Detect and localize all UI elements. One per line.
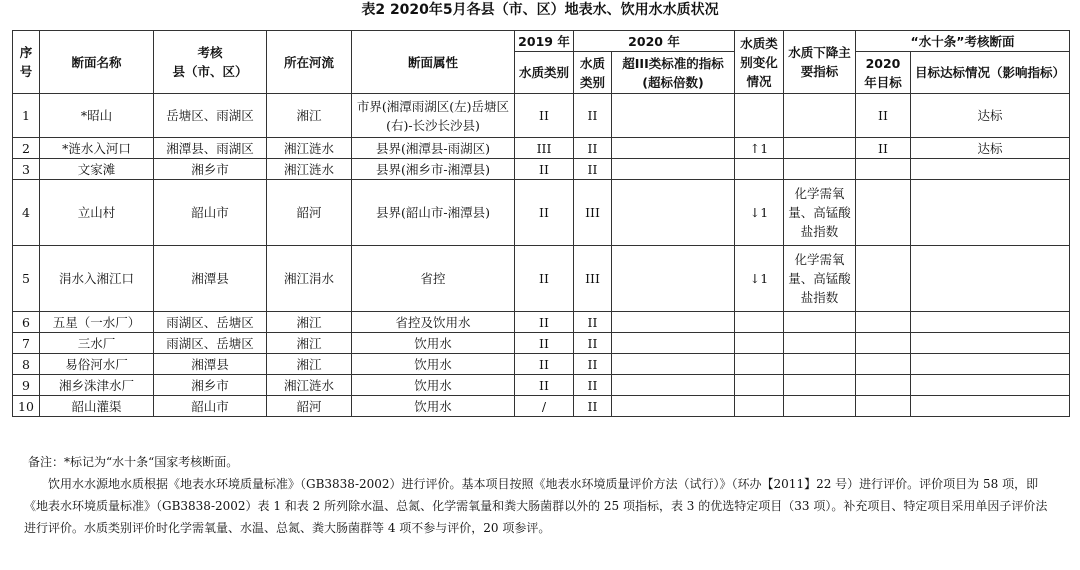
cell-change — [735, 396, 784, 417]
table-row — [13, 396, 1070, 417]
cell-status — [911, 333, 1070, 354]
cell-class-2019: II — [515, 246, 574, 312]
cell-river: 湘江 — [267, 312, 352, 333]
cell-exceed — [612, 180, 735, 246]
cell-change — [735, 354, 784, 375]
water-quality-table — [12, 30, 1070, 417]
cell-status: 达标 — [911, 94, 1070, 138]
cell-no: 5 — [13, 246, 40, 312]
cell-target: II — [856, 138, 911, 159]
cell-decline: 化学需氧量、高锰酸盐指数 — [784, 180, 856, 246]
cell-county: 雨湖区、岳塘区 — [154, 333, 267, 354]
table-row — [13, 180, 1070, 246]
cell-river: 湘江 — [267, 333, 352, 354]
cell-class-2020: II — [574, 138, 612, 159]
cell-change — [735, 159, 784, 180]
cell-status — [911, 396, 1070, 417]
cell-county: 湘潭县 — [154, 354, 267, 375]
header-river: 所在河流 — [267, 31, 352, 94]
note-asterisk: 备注：*标记为“水十条“国家考核断面。 — [28, 455, 239, 469]
cell-no: 1 — [13, 94, 40, 138]
cell-name: 韶山灌渠 — [40, 396, 154, 417]
cell-exceed — [612, 312, 735, 333]
header-change: 水质类别变化情况 — [735, 31, 784, 94]
cell-exceed — [612, 246, 735, 312]
cell-name: 涓水入湘江口 — [40, 246, 154, 312]
table-notes — [24, 451, 1054, 539]
cell-attr: 饮用水 — [352, 333, 515, 354]
header-county: 考核 县（市、区） — [154, 31, 267, 94]
cell-class-2019: II — [515, 180, 574, 246]
cell-attr: 县界(湘乡市-湘潭县) — [352, 159, 515, 180]
table-row — [13, 246, 1070, 312]
header-ten-measures: “水十条”考核断面 — [856, 31, 1070, 52]
cell-name: 立山村 — [40, 180, 154, 246]
cell-no: 4 — [13, 180, 40, 246]
cell-county: 湘潭县 — [154, 246, 267, 312]
cell-no: 10 — [13, 396, 40, 417]
table-body — [13, 94, 1070, 417]
cell-county: 湘乡市 — [154, 159, 267, 180]
cell-attr: 省控 — [352, 246, 515, 312]
cell-class-2019: II — [515, 333, 574, 354]
cell-class-2019: II — [515, 354, 574, 375]
cell-class-2020: III — [574, 246, 612, 312]
cell-river: 湘江 — [267, 94, 352, 138]
cell-target — [856, 159, 911, 180]
cell-status — [911, 159, 1070, 180]
cell-status — [911, 312, 1070, 333]
table-row — [13, 94, 1070, 138]
table-row — [13, 312, 1070, 333]
cell-exceed — [612, 354, 735, 375]
cell-change — [735, 333, 784, 354]
cell-name: 文家滩 — [40, 159, 154, 180]
cell-name: 三水厂 — [40, 333, 154, 354]
cell-name: 五星（一水厂） — [40, 312, 154, 333]
header-decline: 水质下降主要指标 — [784, 31, 856, 94]
cell-status: 达标 — [911, 138, 1070, 159]
header-name: 断面名称 — [40, 31, 154, 94]
cell-target — [856, 180, 911, 246]
cell-exceed — [612, 94, 735, 138]
header-attr: 断面属性 — [352, 31, 515, 94]
cell-class-2019: II — [515, 159, 574, 180]
header-seq: 序号 — [13, 31, 40, 94]
cell-status — [911, 375, 1070, 396]
cell-target — [856, 396, 911, 417]
cell-river: 湘江涟水 — [267, 159, 352, 180]
cell-exceed — [612, 375, 735, 396]
cell-river: 湘江涟水 — [267, 138, 352, 159]
cell-class-2020: II — [574, 333, 612, 354]
cell-county: 岳塘区、雨湖区 — [154, 94, 267, 138]
table-title: 表2 2020年5月各县（市、区）地表水、饮用水水质状况 — [361, 2, 719, 18]
cell-target — [856, 312, 911, 333]
cell-decline — [784, 333, 856, 354]
header-2020: 2020 年 — [574, 31, 735, 52]
cell-decline — [784, 94, 856, 138]
table-row — [13, 354, 1070, 375]
table-header — [13, 31, 1070, 94]
cell-class-2020: II — [574, 159, 612, 180]
header-class-2019: 水质类别 — [515, 52, 574, 94]
cell-river: 湘江 — [267, 354, 352, 375]
cell-exceed — [612, 159, 735, 180]
header-target-2020: 2020 年目标 — [856, 52, 911, 94]
cell-no: 8 — [13, 354, 40, 375]
cell-no: 3 — [13, 159, 40, 180]
cell-no: 7 — [13, 333, 40, 354]
cell-attr: 饮用水 — [352, 354, 515, 375]
cell-attr: 饮用水 — [352, 396, 515, 417]
cell-decline — [784, 396, 856, 417]
cell-change — [735, 375, 784, 396]
cell-target — [856, 333, 911, 354]
cell-decline — [784, 159, 856, 180]
cell-decline: 化学需氧量、高锰酸盐指数 — [784, 246, 856, 312]
table-row — [13, 333, 1070, 354]
cell-class-2020: II — [574, 375, 612, 396]
cell-county: 雨湖区、岳塘区 — [154, 312, 267, 333]
cell-river: 韶河 — [267, 180, 352, 246]
cell-attr: 县界(湘潭县-雨湖区) — [352, 138, 515, 159]
cell-decline — [784, 375, 856, 396]
cell-status — [911, 180, 1070, 246]
cell-target — [856, 354, 911, 375]
cell-no: 2 — [13, 138, 40, 159]
cell-class-2019: III — [515, 138, 574, 159]
cell-class-2019: II — [515, 312, 574, 333]
cell-class-2019: II — [515, 94, 574, 138]
cell-name: *涟水入河口 — [40, 138, 154, 159]
cell-county: 韶山市 — [154, 180, 267, 246]
cell-class-2019: II — [515, 375, 574, 396]
header-exceed: 超III类标准的指标(超标倍数) — [612, 52, 735, 94]
cell-change: ↓1 — [735, 246, 784, 312]
cell-change — [735, 312, 784, 333]
cell-name: 湘乡洙津水厂 — [40, 375, 154, 396]
note-methodology: 饮用水水源地水质根据《地表水环境质量标准》（GB3838-2002）进行评价。基本项目按照《地表水环境质量评价方法（试行）》（环办【2011】22 号）进行评价。评价项目为 58 项，即《地表水环境质量标准》（GB3838-2002）表 1 和表 2 所列除水温、总氮、化学需氧量和粪大肠菌群以外的 25 项指标，表 3 的优选特定项目（33 项）。补充项目、特定项目采用单因子评价法进行评价。水质类别评价时化学需氧量、水温、总氮、粪大肠菌群等 4 项不参与评价，20 项参评。 — [24, 477, 1048, 535]
cell-class-2020: II — [574, 94, 612, 138]
cell-target: II — [856, 94, 911, 138]
cell-attr: 省控及饮用水 — [352, 312, 515, 333]
cell-decline — [784, 312, 856, 333]
cell-county: 湘乡市 — [154, 375, 267, 396]
header-2019: 2019 年 — [515, 31, 574, 52]
header-class-2020: 水质类别 — [574, 52, 612, 94]
table-row — [13, 375, 1070, 396]
header-status: 目标达标情况（影响指标） — [911, 52, 1070, 94]
cell-exceed — [612, 396, 735, 417]
cell-river: 韶河 — [267, 396, 352, 417]
cell-class-2019: / — [515, 396, 574, 417]
cell-name: *昭山 — [40, 94, 154, 138]
cell-change: ↓1 — [735, 180, 784, 246]
cell-decline — [784, 354, 856, 375]
cell-river: 湘江涟水 — [267, 375, 352, 396]
table-row — [13, 159, 1070, 180]
cell-class-2020: II — [574, 396, 612, 417]
cell-class-2020: II — [574, 312, 612, 333]
cell-county: 湘潭县、雨湖区 — [154, 138, 267, 159]
cell-class-2020: III — [574, 180, 612, 246]
table-row — [13, 138, 1070, 159]
cell-no: 9 — [13, 375, 40, 396]
cell-class-2020: II — [574, 354, 612, 375]
cell-target — [856, 375, 911, 396]
cell-change: ↑1 — [735, 138, 784, 159]
cell-county: 韶山市 — [154, 396, 267, 417]
cell-attr: 市界(湘潭雨湖区(左)岳塘区(右)-长沙长沙县) — [352, 94, 515, 138]
cell-decline — [784, 138, 856, 159]
cell-target — [856, 246, 911, 312]
cell-name: 易俗河水厂 — [40, 354, 154, 375]
cell-change — [735, 94, 784, 138]
cell-attr: 县界(韶山市-湘潭县) — [352, 180, 515, 246]
cell-river: 湘江涓水 — [267, 246, 352, 312]
cell-no: 6 — [13, 312, 40, 333]
cell-status — [911, 354, 1070, 375]
cell-exceed — [612, 333, 735, 354]
cell-attr: 饮用水 — [352, 375, 515, 396]
cell-status — [911, 246, 1070, 312]
cell-exceed — [612, 138, 735, 159]
